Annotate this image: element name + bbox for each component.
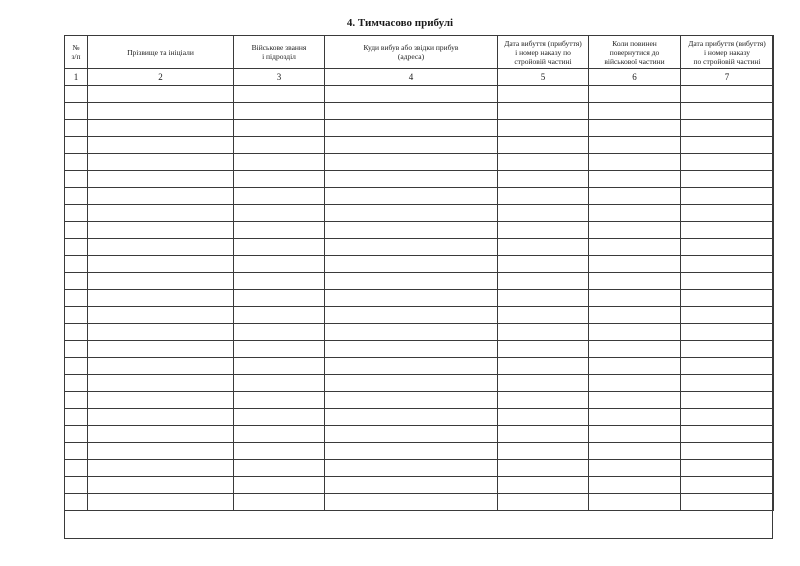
table-cell	[498, 443, 589, 460]
table-cell	[589, 273, 681, 290]
table-cell	[681, 290, 774, 307]
table-cell	[234, 188, 325, 205]
table-cell	[589, 103, 681, 120]
table-cell	[65, 171, 88, 188]
table-cell	[234, 86, 325, 103]
table-cell	[681, 494, 774, 511]
table-cell	[234, 256, 325, 273]
table-cell	[589, 188, 681, 205]
table-cell	[681, 324, 774, 341]
table-cell	[88, 375, 234, 392]
table-row	[65, 154, 774, 171]
table-cell	[65, 239, 88, 256]
table-row	[65, 188, 774, 205]
table-cell	[88, 273, 234, 290]
table-cell	[65, 222, 88, 239]
table-cell	[65, 188, 88, 205]
table-row	[65, 120, 774, 137]
col-header-arrival-date: Дата прибуття (вибуття) і номер наказу по стройовій частині	[681, 36, 774, 69]
table-cell	[498, 171, 589, 188]
table-row	[65, 273, 774, 290]
table-cell	[65, 103, 88, 120]
table-cell	[88, 409, 234, 426]
table-cell	[88, 239, 234, 256]
table-cell	[589, 154, 681, 171]
table-cell	[681, 137, 774, 154]
col-header-address: Куди вибув або звідки прибув (адреса)	[325, 36, 498, 69]
table-row	[65, 477, 774, 494]
table-cell	[681, 222, 774, 239]
table-cell	[234, 409, 325, 426]
table-cell	[88, 358, 234, 375]
table-cell	[681, 256, 774, 273]
table-row	[65, 137, 774, 154]
table-cell	[234, 341, 325, 358]
table-row	[65, 290, 774, 307]
table-cell	[589, 290, 681, 307]
table-cell	[325, 460, 498, 477]
table-cell	[589, 409, 681, 426]
table-cell	[325, 222, 498, 239]
table-cell	[325, 290, 498, 307]
table-cell	[65, 341, 88, 358]
table-cell	[681, 120, 774, 137]
table-cell	[498, 341, 589, 358]
table-cell	[681, 205, 774, 222]
table-cell	[325, 188, 498, 205]
table-cell	[589, 120, 681, 137]
table-cell	[234, 375, 325, 392]
table-row	[65, 392, 774, 409]
table-cell	[65, 375, 88, 392]
col-header-rank: Військове звання і підрозділ	[234, 36, 325, 69]
table-cell	[498, 222, 589, 239]
table-cell	[65, 358, 88, 375]
table-cell	[681, 154, 774, 171]
table-cell	[325, 341, 498, 358]
table-row	[65, 426, 774, 443]
table-row	[65, 443, 774, 460]
table-row	[65, 494, 774, 511]
table-cell	[325, 477, 498, 494]
table-cell	[498, 120, 589, 137]
column-number: 6	[589, 69, 681, 86]
table-cell	[65, 477, 88, 494]
table-cell	[325, 358, 498, 375]
table-cell	[88, 307, 234, 324]
table-cell	[681, 460, 774, 477]
table-cell	[65, 460, 88, 477]
table-cell	[65, 273, 88, 290]
table-cell	[325, 443, 498, 460]
table-cell	[234, 307, 325, 324]
table-cell	[88, 154, 234, 171]
table-cell	[589, 341, 681, 358]
table-cell	[65, 409, 88, 426]
table-cell	[589, 477, 681, 494]
col-header-number: № з/п	[65, 36, 88, 69]
table-cell	[88, 341, 234, 358]
table-cell	[88, 256, 234, 273]
table-cell	[681, 426, 774, 443]
table-cell	[325, 426, 498, 443]
table-row	[65, 222, 774, 239]
table-cell	[88, 188, 234, 205]
table-cell	[88, 392, 234, 409]
table-cell	[65, 290, 88, 307]
table-cell	[234, 103, 325, 120]
table-row	[65, 358, 774, 375]
table-cell	[498, 205, 589, 222]
table-cell	[589, 205, 681, 222]
table-cell	[498, 375, 589, 392]
table-cell	[325, 103, 498, 120]
table-cell	[65, 426, 88, 443]
table-cell	[234, 222, 325, 239]
table-cell	[325, 256, 498, 273]
table-cell	[498, 239, 589, 256]
table-cell	[88, 120, 234, 137]
table-cell	[234, 171, 325, 188]
table-cell	[234, 358, 325, 375]
table-cell	[65, 443, 88, 460]
table-cell	[681, 239, 774, 256]
table-cell	[681, 341, 774, 358]
table-cell	[681, 171, 774, 188]
table-cell	[65, 154, 88, 171]
table-cell	[681, 188, 774, 205]
table-cell	[498, 324, 589, 341]
table-cell	[65, 137, 88, 154]
table-cell	[498, 426, 589, 443]
table-cell	[234, 239, 325, 256]
table-cell	[498, 358, 589, 375]
table-cell	[65, 205, 88, 222]
table-cell	[325, 120, 498, 137]
table-cell	[589, 171, 681, 188]
table-cell	[498, 154, 589, 171]
table-cell	[589, 460, 681, 477]
col-header-departure-date: Дата вибуття (прибуття) і номер наказу по стройовій частині	[498, 36, 589, 69]
table-row	[65, 103, 774, 120]
table-cell	[65, 120, 88, 137]
table-cell	[88, 477, 234, 494]
table-row	[65, 256, 774, 273]
table-cell	[681, 375, 774, 392]
table-cell	[234, 324, 325, 341]
table-cell	[88, 103, 234, 120]
table-cell	[88, 324, 234, 341]
table-cell	[234, 460, 325, 477]
table-cell	[681, 86, 774, 103]
table-cell	[234, 273, 325, 290]
table-row	[65, 171, 774, 188]
table-cell	[88, 460, 234, 477]
table-cell	[88, 86, 234, 103]
table-cell	[325, 86, 498, 103]
table-cell	[88, 494, 234, 511]
table-cell	[498, 494, 589, 511]
page-title: 4. Тимчасово прибулі	[346, 17, 454, 29]
table-cell	[325, 137, 498, 154]
table-cell	[498, 256, 589, 273]
table-cell	[498, 86, 589, 103]
table-cell	[681, 477, 774, 494]
table-cell	[325, 307, 498, 324]
table-cell	[234, 443, 325, 460]
table-row	[65, 341, 774, 358]
table-row	[65, 409, 774, 426]
table-cell	[681, 443, 774, 460]
table-cell	[88, 222, 234, 239]
arrivals-table	[64, 35, 774, 511]
table-cell	[681, 273, 774, 290]
table-cell	[65, 307, 88, 324]
table-cell	[325, 239, 498, 256]
table-row	[65, 307, 774, 324]
table-cell	[325, 392, 498, 409]
table-cell	[589, 86, 681, 103]
table-cell	[325, 273, 498, 290]
table-cell	[681, 103, 774, 120]
table-cell	[589, 358, 681, 375]
table-cell	[234, 205, 325, 222]
column-number: 7	[681, 69, 774, 86]
table-cell	[88, 426, 234, 443]
table-cell	[234, 290, 325, 307]
table-cell	[65, 494, 88, 511]
table-cell	[325, 205, 498, 222]
table-cell	[589, 137, 681, 154]
table-cell	[234, 137, 325, 154]
column-number-row	[65, 69, 774, 86]
table-row	[65, 460, 774, 477]
table-cell	[65, 86, 88, 103]
table-cell	[681, 409, 774, 426]
table-cell	[88, 171, 234, 188]
col-header-name: Прізвище та ініціали	[88, 36, 234, 69]
table-row	[65, 375, 774, 392]
table-cell	[325, 324, 498, 341]
table-row	[65, 324, 774, 341]
header-row	[65, 36, 774, 69]
table-cell	[498, 307, 589, 324]
table-cell	[325, 409, 498, 426]
table-cell	[234, 494, 325, 511]
table-cell	[589, 392, 681, 409]
column-number: 3	[234, 69, 325, 86]
table-cell	[498, 188, 589, 205]
table-cell	[681, 358, 774, 375]
table-cell	[681, 392, 774, 409]
table-cell	[234, 426, 325, 443]
col-header-return-due: Коли повинен повернутися до військової частини	[589, 36, 681, 69]
table-cell	[88, 443, 234, 460]
table-cell	[589, 494, 681, 511]
table-cell	[325, 171, 498, 188]
table-row	[65, 205, 774, 222]
column-number: 4	[325, 69, 498, 86]
table-cell	[325, 154, 498, 171]
table-cell	[498, 477, 589, 494]
table-cell	[234, 120, 325, 137]
table-cell	[589, 443, 681, 460]
table-cell	[498, 392, 589, 409]
table-cell	[234, 477, 325, 494]
table-cell	[498, 460, 589, 477]
table-cell	[589, 307, 681, 324]
table-cell	[498, 409, 589, 426]
table-cell	[65, 324, 88, 341]
table-cell	[498, 137, 589, 154]
table-cell	[681, 307, 774, 324]
table-cell	[65, 256, 88, 273]
table-cell	[589, 222, 681, 239]
table-cell	[498, 103, 589, 120]
table-cell	[498, 273, 589, 290]
table-cell	[88, 205, 234, 222]
table-cell	[589, 375, 681, 392]
table-cell	[65, 392, 88, 409]
table-cell	[589, 324, 681, 341]
table-cell	[589, 426, 681, 443]
table-cell	[325, 375, 498, 392]
column-number: 1	[65, 69, 88, 86]
table-row	[65, 86, 774, 103]
column-number: 5	[498, 69, 589, 86]
table-cell	[325, 494, 498, 511]
table-cell	[88, 290, 234, 307]
table-cell	[589, 239, 681, 256]
table-row	[65, 239, 774, 256]
table-cell	[589, 256, 681, 273]
column-number: 2	[88, 69, 234, 86]
table-cell	[234, 392, 325, 409]
table-cell	[234, 154, 325, 171]
table-cell	[88, 137, 234, 154]
table-cell	[498, 290, 589, 307]
